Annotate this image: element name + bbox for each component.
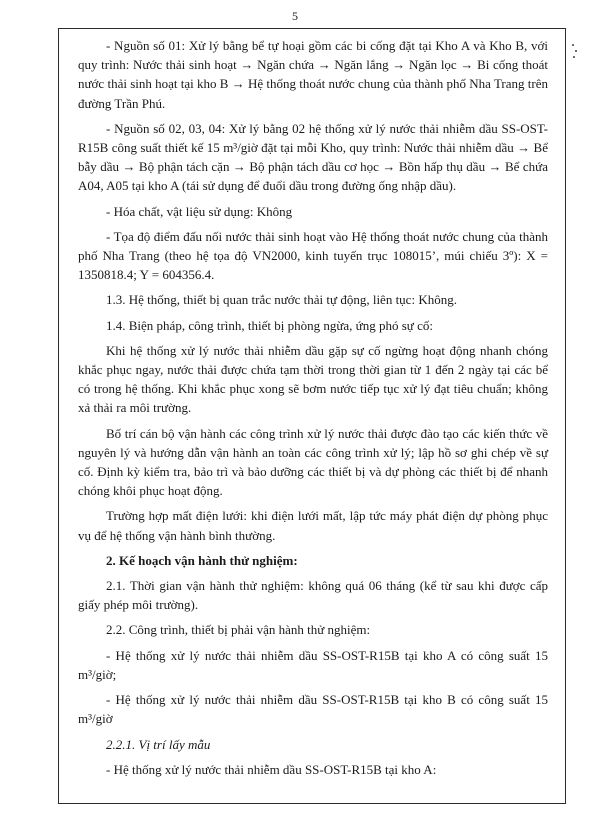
paragraph-incident: Khi hệ thống xử lý nước thải nhiễm dầu gặp sự cố ngừng hoạt động nhanh chóng khắc phục ngay, nước thải được chứa tạm thời trong thời gian từ 1 đến 2 ngày tại các bể có trong hệ thống. Khi khắc phục xong sẽ bơm nước tiếp tục xử lý đạt tiêu chuẩn; không xả thải ra môi trường.	[78, 342, 548, 416]
paragraph-1-4: 1.4. Biện pháp, công trình, thiết bị phòng ngừa, ứng phó sự cố:	[106, 317, 433, 333]
section-heading-2: 2. Kế hoạch vận hành thử nghiệm:	[106, 552, 298, 568]
scan-artifact	[572, 44, 578, 58]
paragraph-1-3: 1.3. Hệ thống, thiết bị quan trắc nước thải tự động, liên tục: Không.	[106, 292, 457, 308]
paragraph-coordinates: - Tọa độ điểm đấu nối nước thải sinh hoạt vào Hệ thống thoát nước chung của thành phố Nha Trang (theo hệ tọa độ VN2000, kinh tuyến trục 108015’, múi chiếu 3º): X = 1350818.4; Y = 604356.4.	[78, 228, 548, 283]
paragraph-2-2: 2.2. Công trình, thiết bị phải vận hành thử nghiệm:	[106, 622, 371, 638]
subsection-heading-2-2-1: 2.2.1. Vị trí lấy mẫu	[106, 736, 211, 752]
paragraph-staff: Bố trí cán bộ vận hành các công trình xử lý nước thải được đào tạo các kiến thức về nguyên lý và hướng dẫn vận hành an toàn các công trình xử lý; lập hồ sơ ghi chép về sự cố. Định kỳ kiểm tra, bảo trì và bảo dưỡng các thiết bị và dự phòng các thiết bị để nhanh chóng khôi phục hoạt động.	[78, 425, 548, 499]
paragraph-2-1: 2.1. Thời gian vận hành thử nghiệm: không quá 06 tháng (kể từ sau khi được cấp giấy phép môi trường).	[78, 578, 548, 613]
paragraph-system-b: - Hệ thống xử lý nước thải nhiễm dầu SS-OST-R15B tại kho B có công suất 15 m³/giờ	[78, 692, 548, 727]
paragraph-source-02-04: - Nguồn số 02, 03, 04: Xử lý bằng 02 hệ thống xử lý nước thải nhiễm dầu SS-OST-R15B công suất thiết kế 15 m³/giờ đặt tại mỗi Kho, quy trình: Nước thải nhiễm dầu → Bể bẫy dầu → Bộ phận tách cặn → Bộ phận tách dầu cơ học → Bồn hấp thụ dầu → Bể chứa A04, A05 tại kho A (tái sử dụng để đuổi dầu trong đường ống nhập dầu).	[78, 120, 548, 194]
paragraph-system-a: - Hệ thống xử lý nước thải nhiễm dầu SS-OST-R15B tại kho A có công suất 15 m³/giờ;	[78, 647, 548, 682]
document-body	[78, 36, 548, 785]
paragraph-system-a-sampling: - Hệ thống xử lý nước thải nhiễm dầu SS-OST-R15B tại kho A:	[106, 761, 437, 777]
paragraph-power-outage: Trường hợp mất điện lưới: khi điện lưới mất, lập tức máy phát điện dự phòng phục vụ để hệ thống vận hành bình thường.	[78, 508, 548, 543]
paragraph-chemicals: - Hóa chất, vật liệu sử dụng: Không	[106, 203, 293, 219]
paragraph-source-01: - Nguồn số 01: Xử lý bằng bể tự hoại gồm các bi cống đặt tại Kho A và Kho B, với quy trình: Nước thải sinh hoạt → Ngăn chứa → Ngăn lắng → Ngăn lọc → Bi cống thoát nước thải sinh hoạt tại kho B → Hệ thống thoát nước chung của thành phố Nha Trang trên đường Trần Phú.	[78, 38, 548, 111]
page-number: 5	[292, 9, 298, 23]
